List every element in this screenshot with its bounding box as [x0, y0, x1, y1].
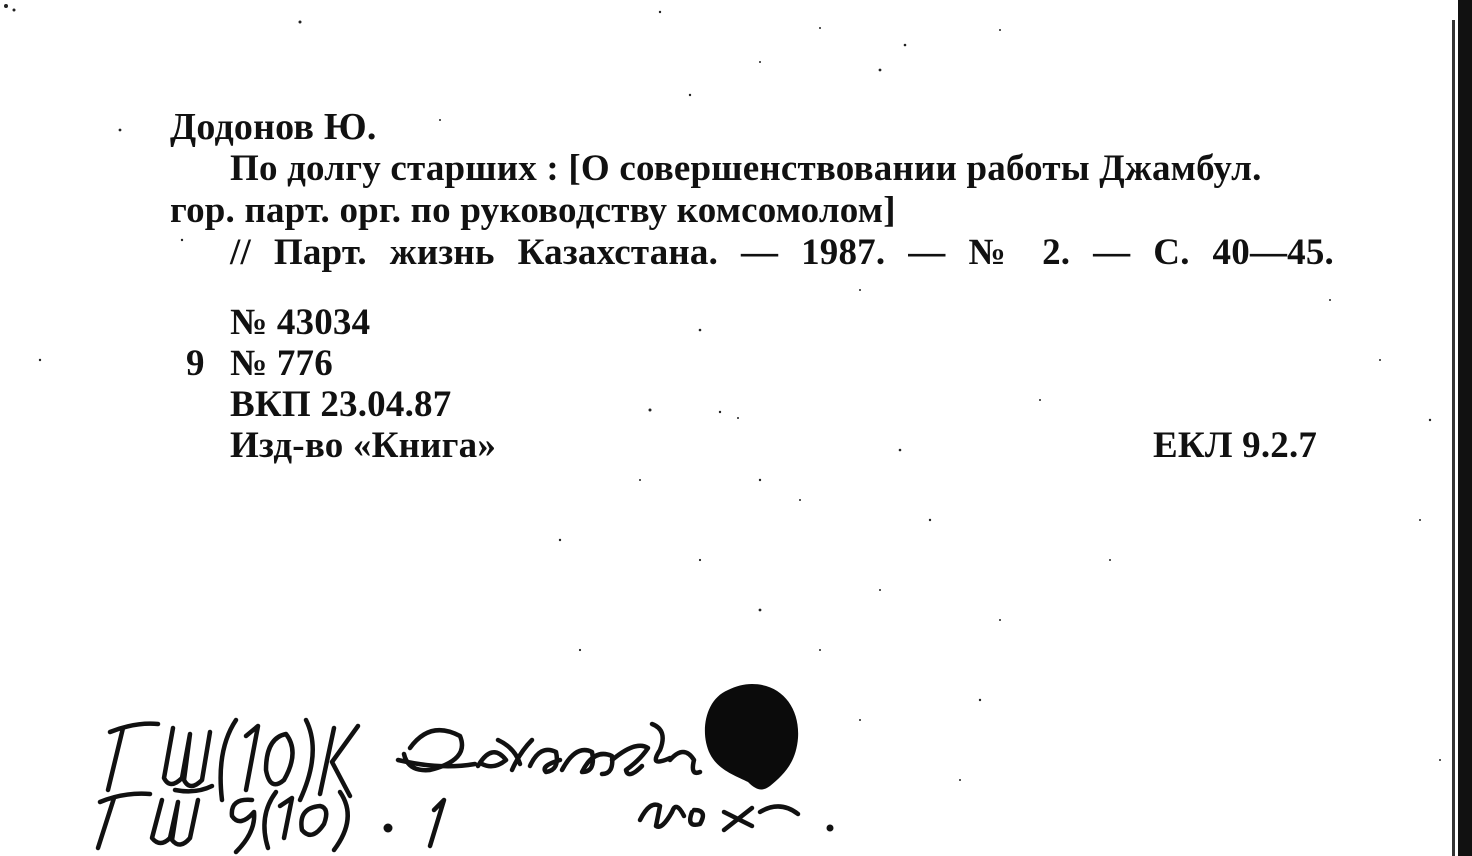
- accession-number: № 43034: [230, 302, 371, 343]
- ekl-code: ЕКЛ 9.2.7: [1153, 425, 1318, 466]
- author: Додонов Ю.: [170, 106, 377, 148]
- title-line-2: гор. парт. орг. по руководству комсомолом]: [170, 190, 896, 231]
- title-line-1-text: По долгу старших : [О совершенствовании работы Джамбул.: [230, 148, 1262, 189]
- shelf-digit: 9: [186, 343, 205, 384]
- publisher: Изд-во «Книга»: [230, 425, 497, 466]
- record-number: № 776: [230, 343, 333, 384]
- source-reference: // Парт. жизнь Казахстана. — 1987. — № 2. — С. 40—45.: [230, 232, 1334, 273]
- vkp-date: ВКП 23.04.87: [230, 384, 452, 425]
